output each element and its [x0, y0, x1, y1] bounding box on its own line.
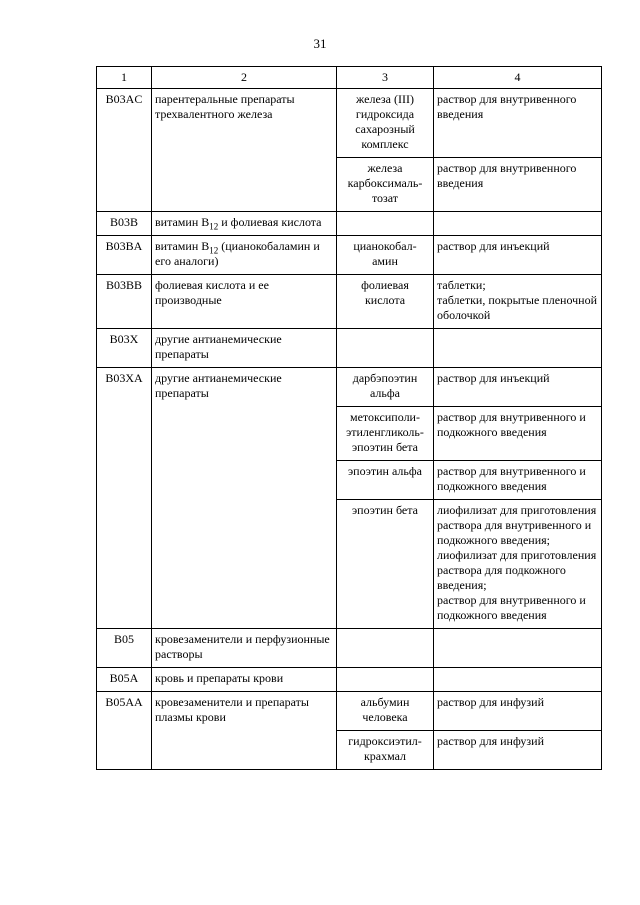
drug-name-cell: железа (III) гидроксида сахарозный комплекс	[337, 89, 434, 158]
drug-name-cell: эпоэтин альфа	[337, 461, 434, 500]
atc-code-cell: B05	[97, 629, 152, 668]
column-header: 1	[97, 67, 152, 89]
drug-name-cell: фолиевая кислота	[337, 275, 434, 329]
dosage-form-cell: раствор для внутривенного введения	[434, 158, 602, 212]
group-name-cell: фолиевая кислота и ее производные	[152, 275, 337, 329]
drug-name-cell: дарбэпоэтин альфа	[337, 368, 434, 407]
table-row	[97, 275, 602, 329]
table-row	[97, 329, 602, 368]
drug-table	[96, 66, 602, 770]
page-number: 31	[313, 36, 327, 51]
group-name-cell: парентеральные препараты трехвалентного железа	[152, 89, 337, 212]
group-name-cell: кровь и препараты крови	[152, 668, 337, 692]
group-name-cell: кровезаменители и перфузионные растворы	[152, 629, 337, 668]
dosage-form-cell: лиофилизат для приготовления раствора для внутривенного и подкожного введения; лиофилизат для приготовления раствора для подкожного введения; раствор для внутривенного и подкожного введения	[434, 500, 602, 629]
drug-name-cell	[337, 212, 434, 236]
table-header-row	[97, 67, 602, 89]
table-row	[97, 236, 602, 275]
dosage-form-cell	[434, 629, 602, 668]
table-row	[97, 89, 602, 158]
dosage-form-cell: раствор для внутривенного и подкожного введения	[434, 407, 602, 461]
dosage-form-cell	[434, 668, 602, 692]
group-name-cell: другие антианемические препараты	[152, 368, 337, 629]
dosage-form-cell: раствор для инъекций	[434, 368, 602, 407]
drug-name-cell	[337, 668, 434, 692]
atc-code-cell: B05A	[97, 668, 152, 692]
dosage-form-cell: раствор для внутривенного и подкожного введения	[434, 461, 602, 500]
column-header: 4	[434, 67, 602, 89]
dosage-form-cell	[434, 329, 602, 368]
table-row	[97, 692, 602, 731]
column-header: 3	[337, 67, 434, 89]
group-name-cell	[152, 212, 337, 236]
group-name-text: (цианокобаламин и его аналоги)	[155, 239, 320, 268]
dosage-form-cell: раствор для внутривенного введения	[434, 89, 602, 158]
table-row	[97, 668, 602, 692]
group-name-text: витамин B	[155, 239, 210, 253]
dosage-form-cell: раствор для инфузий	[434, 731, 602, 770]
subscript-text: 12	[209, 245, 219, 256]
atc-code-cell: B05AA	[97, 692, 152, 770]
atc-code-cell: B03XA	[97, 368, 152, 629]
atc-code-cell: B03AC	[97, 89, 152, 212]
drug-name-cell: гидроксиэтил- крахмал	[337, 731, 434, 770]
table-row	[97, 368, 602, 407]
drug-name-cell: цианокобал- амин	[337, 236, 434, 275]
group-name-cell	[152, 236, 337, 275]
drug-name-cell: эпоэтин бета	[337, 500, 434, 629]
dosage-form-cell	[434, 212, 602, 236]
subscript-text: 12	[209, 221, 219, 232]
group-name-cell: другие антианемические препараты	[152, 329, 337, 368]
drug-name-cell: альбумин человека	[337, 692, 434, 731]
dosage-form-cell: раствор для инъекций	[434, 236, 602, 275]
column-header: 2	[152, 67, 337, 89]
atc-code-cell: B03X	[97, 329, 152, 368]
group-name-text: и фолиевая кислота	[218, 215, 322, 229]
group-name-text: витамин B	[155, 215, 210, 229]
drug-name-cell: железа карбоксималь- тозат	[337, 158, 434, 212]
group-name-cell: кровезаменители и препараты плазмы крови	[152, 692, 337, 770]
atc-code-cell: B03B	[97, 212, 152, 236]
dosage-form-cell: таблетки; таблетки, покрытые пленочной оболочкой	[434, 275, 602, 329]
drug-name-cell	[337, 329, 434, 368]
table-row	[97, 629, 602, 668]
drug-name-cell: метоксиполи- этиленгликоль- эпоэтин бета	[337, 407, 434, 461]
drug-name-cell	[337, 629, 434, 668]
dosage-form-cell: раствор для инфузий	[434, 692, 602, 731]
atc-code-cell: B03BA	[97, 236, 152, 275]
atc-code-cell: B03BB	[97, 275, 152, 329]
table-row	[97, 212, 602, 236]
